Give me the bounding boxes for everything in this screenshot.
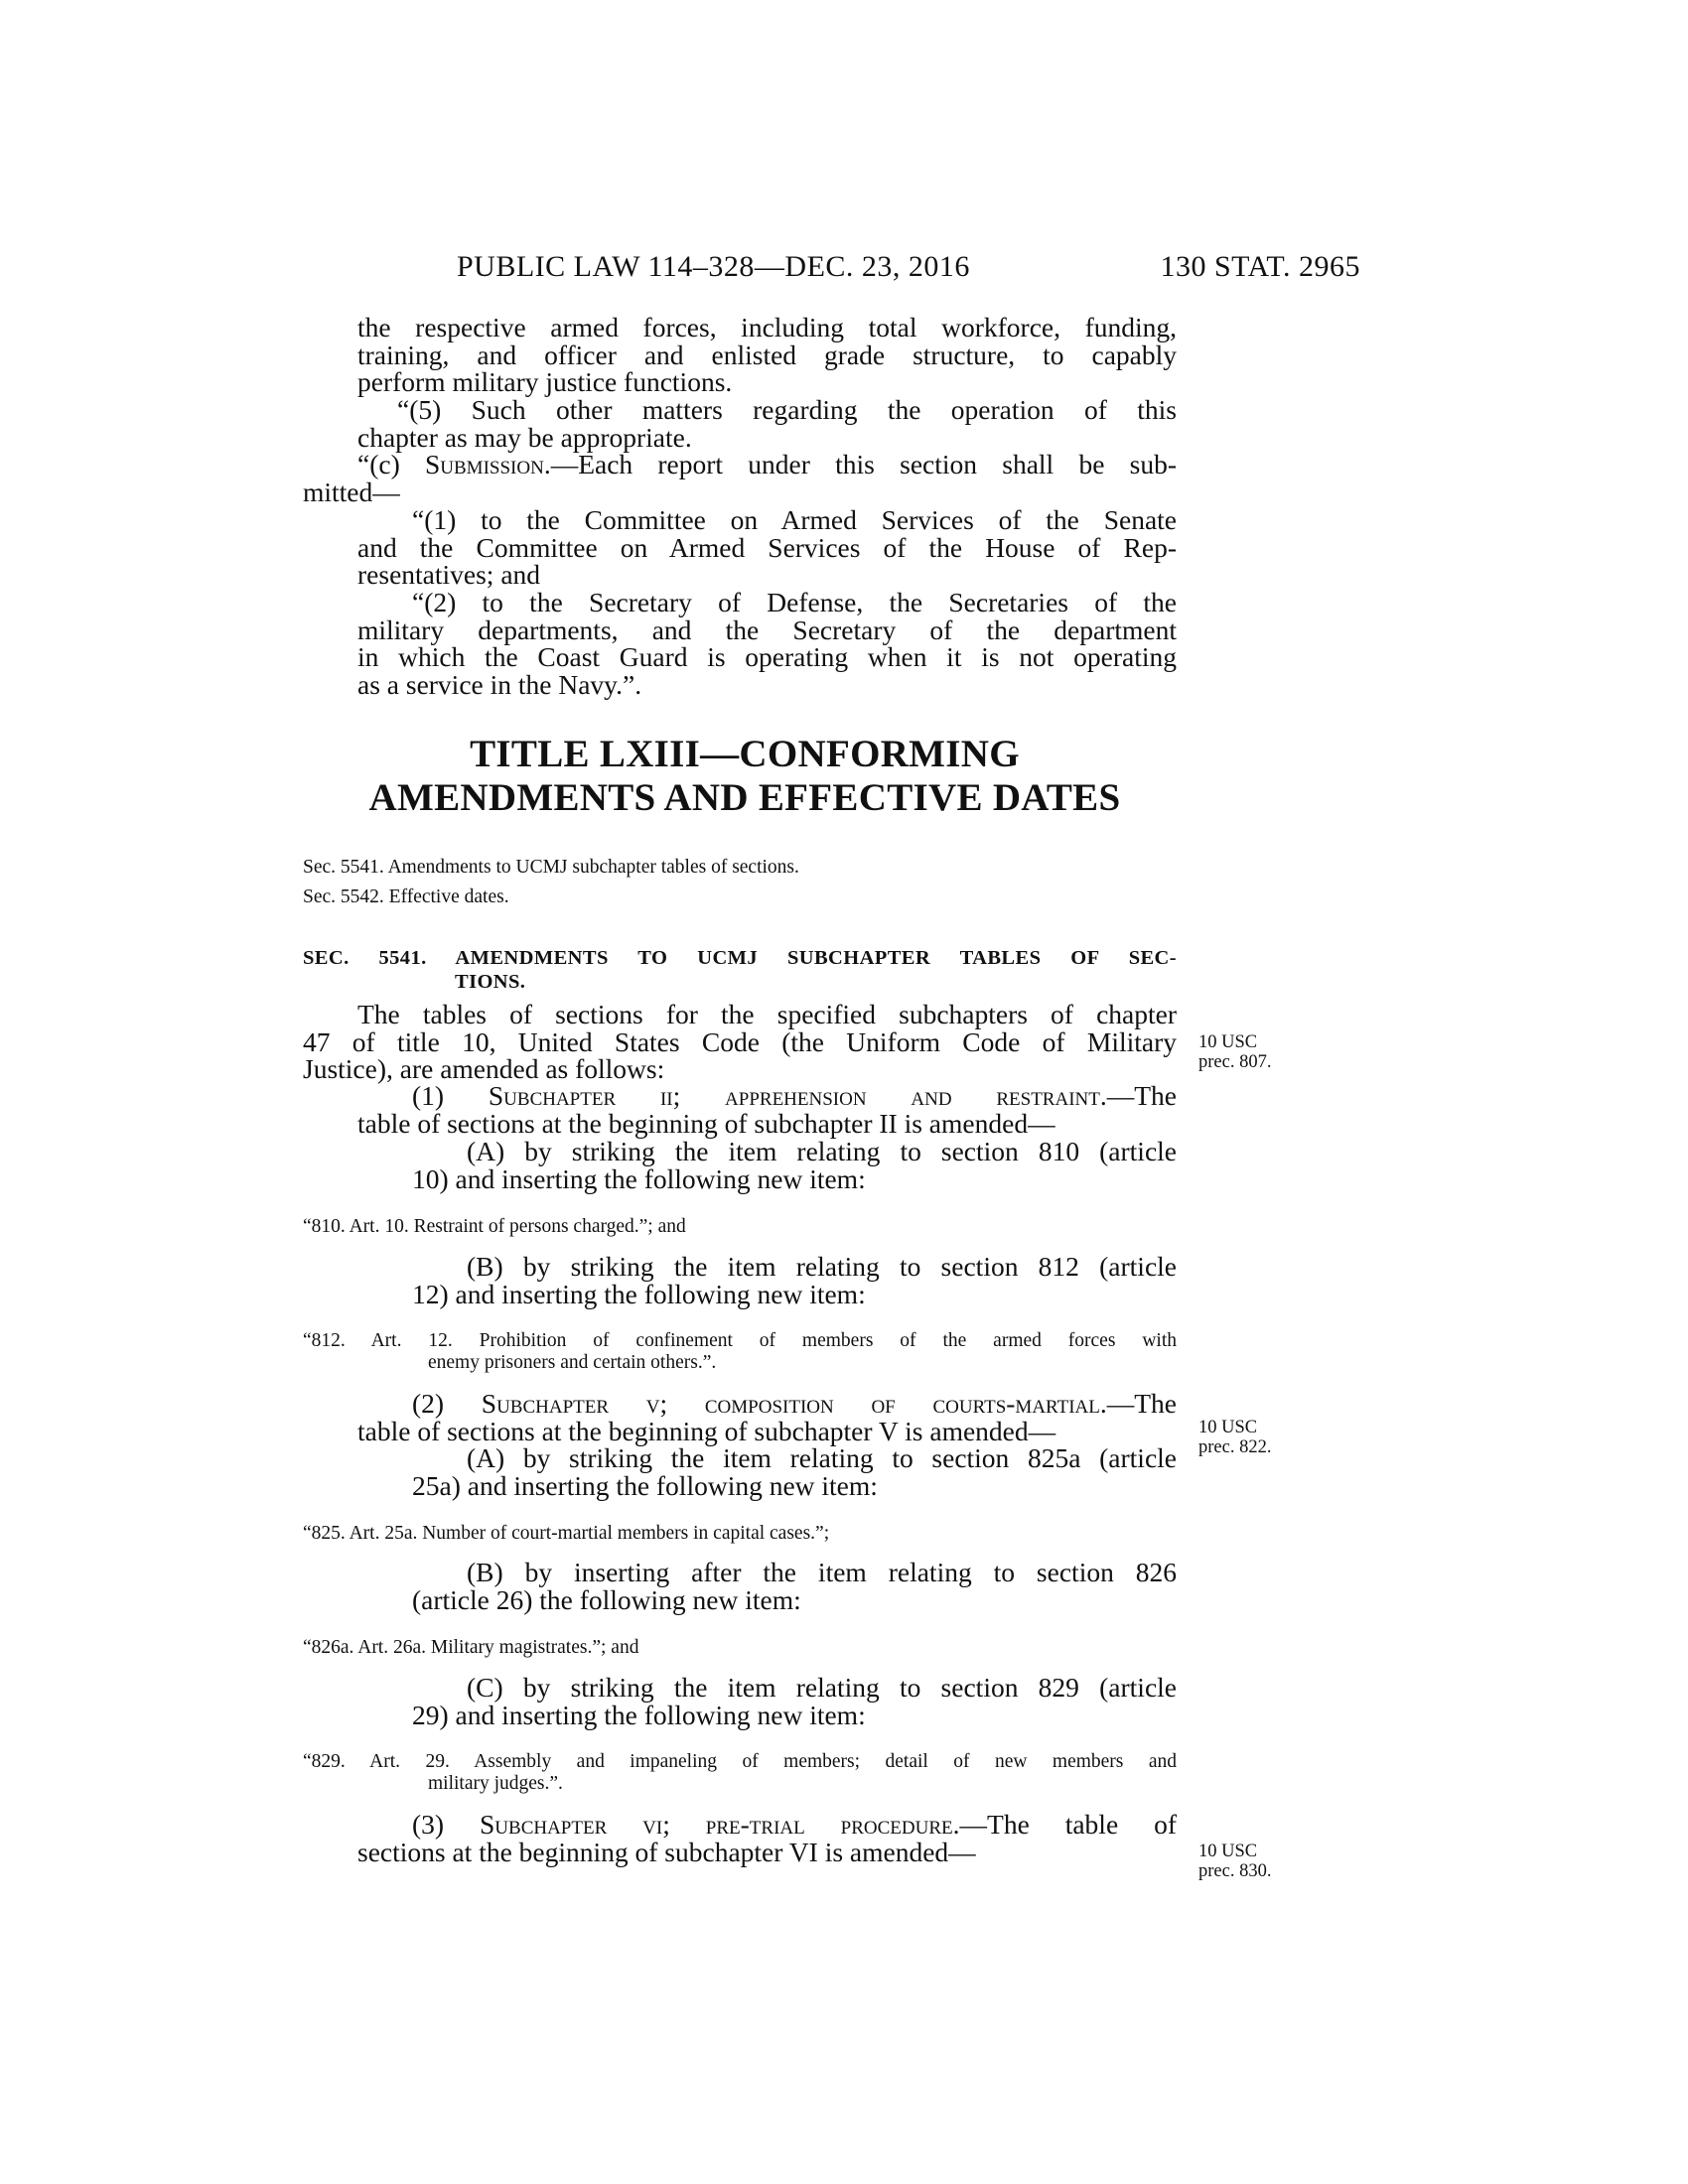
p2-open: (2) [412,1388,482,1419]
text-line: as a service in the Navy.”. [357,669,642,701]
submission-paragraph [303,451,1177,505]
submission-heading: Submission [424,449,544,479]
margin-note-line: prec. 807. [1198,1052,1272,1072]
paragraph-3-subchapter-vi [357,1811,1177,1865]
paragraph-1-B [412,1253,1177,1307]
section-5541-heading [303,946,1177,994]
table-item-826a: “826a. Art. 26a. Military magistrates.”; and [303,1637,639,1658]
text-line: military departments, and the Secretary of the department [357,614,1177,645]
margin-note-line: 10 USC [1198,1032,1258,1052]
margin-note-prec-807 [1198,1032,1271,1072]
text-line: 12) and inserting the following new item: [412,1278,866,1309]
text-line: The tables of sections for the specified subchapters of chapter [357,999,1177,1029]
margin-note-prec-822 [1198,1418,1271,1457]
text-line: (B) by inserting after the item relating to section 826 [467,1557,1177,1587]
item-line: “829. Art. 29. Assembly and impaneling of members; detail of new members and [303,1751,1177,1772]
text-line: table of sections at the beginning of subchapter II is amended— [357,1107,1055,1139]
text-line: the respective armed forces, including total workforce, funding, [357,312,1177,342]
paragraph-1-subchapter-ii [357,1082,1177,1137]
paragraph-2-B [412,1559,1177,1613]
text-line: (article 26) the following new item: [412,1583,801,1615]
text-line: and the Committee on Armed Services of the House of Rep- [357,531,1177,563]
title-line-2: AMENDMENTS AND EFFECTIVE DATES [368,776,1121,819]
text-line: “(1) to the Committee on Armed Services of the Senate [412,504,1177,535]
text-line: sections at the beginning of subchapter VI is amended— [357,1836,976,1867]
stat-page-number: 130 STAT. 2965 [1160,250,1360,283]
margin-note-prec-830 [1198,1842,1271,1881]
text-line: Justice), are amended as follows: [303,1053,665,1085]
paragraph-2-A [412,1444,1177,1499]
table-item-810: “810. Art. 10. Restraint of persons charged.”; and [303,1216,686,1237]
p2-rest: .—The [1099,1388,1177,1419]
text-line: in which the Coast Guard is operating when it is not operating [357,641,1177,673]
p3-heading: Subchapter vi; pre-trial procedure [480,1809,953,1840]
margin-note-line: prec. 830. [1198,1861,1272,1881]
table-item-812 [303,1330,1177,1374]
text-line [357,1082,1177,1110]
text-line [303,451,1177,478]
text-line: (C) by striking the item relating to section 829 (article [467,1672,1177,1703]
p1-open: (1) [412,1080,489,1111]
text-line: 47 of title 10, United States Code (the Uniform Code of Military [303,1025,1177,1057]
table-item-825: “825. Art. 25a. Number of court-martial members in capital cases.”; [303,1523,830,1544]
paragraph-2-subchapter-v [357,1390,1177,1444]
p3-rest: .—The table of [952,1809,1177,1840]
text-line: resentatives; and [357,559,541,591]
text-line: 29) and inserting the following new item: [412,1699,866,1730]
title-line-1: TITLE LXIII—CONFORMING [470,733,1020,775]
item-line: “812. Art. 12. Prohibition of confinement of members of the armed forces with [303,1330,1177,1351]
section-heading-line-1: SEC. 5541. AMENDMENTS TO UCMJ SUBCHAPTER TABLES OF SEC- [303,947,1177,969]
text-line: (B) by striking the item relating to section 812 (article [467,1251,1177,1282]
p1-rest: .—The [1099,1080,1177,1111]
text-line: mitted— [303,476,400,507]
text-line [357,1390,1177,1418]
margin-note-line: 10 USC [1198,1842,1258,1861]
text-line: 25a) and inserting the following new item: [412,1469,878,1501]
p3-open: (3) [412,1809,480,1840]
text-line: chapter as may be appropriate. [357,421,692,453]
p1-heading: Subchapter ii; apprehension and restraint [488,1080,1100,1111]
text-line: “(2) to the Secretary of Defense, the Secretaries of the [412,587,1177,617]
table-item-829 [303,1751,1177,1795]
item-line: enemy prisoners and certain others.”. [428,1352,717,1373]
text-line: (A) by striking the item relating to section 810 (article [467,1136,1177,1166]
paragraph-1-A [412,1138,1177,1192]
toc-entry-5542: Sec. 5542. Effective dates. [303,887,509,907]
submission-open: “(c) [357,449,425,479]
running-head: PUBLIC LAW 114–328—DEC. 23, 2016 [457,250,970,283]
margin-note-line: prec. 822. [1198,1437,1272,1457]
item-line: military judges.”. [428,1773,563,1794]
submission-item-2 [357,589,1177,699]
text-line: perform military justice functions. [357,366,733,398]
title-heading [298,733,1192,820]
text-line: “(5) Such other matters regarding the operation of this [397,394,1177,425]
text-line: (A) by striking the item relating to section 825a (article [467,1442,1177,1473]
text-line: training, and officer and enlisted grade structure, to capably [357,339,1177,370]
continuation-paragraph [357,314,1177,396]
submission-item-1 [357,506,1177,589]
toc-entry-5541: Sec. 5541. Amendments to UCMJ subchapter tables of sections. [303,857,799,878]
submission-rest: .—Each report under this section shall be sub- [543,449,1177,479]
section-heading-line-2: TIONS. [455,971,526,993]
section-intro [303,1001,1177,1083]
text-line: 10) and inserting the following new item: [412,1162,866,1194]
paragraph-5 [357,396,1177,451]
text-line: table of sections at the beginning of subchapter V is amended— [357,1415,1056,1446]
margin-note-line: 10 USC [1198,1418,1258,1437]
p2-heading: Subchapter v; composition of courts-martial [481,1388,1100,1419]
text-line [357,1811,1177,1839]
paragraph-2-C [412,1674,1177,1728]
